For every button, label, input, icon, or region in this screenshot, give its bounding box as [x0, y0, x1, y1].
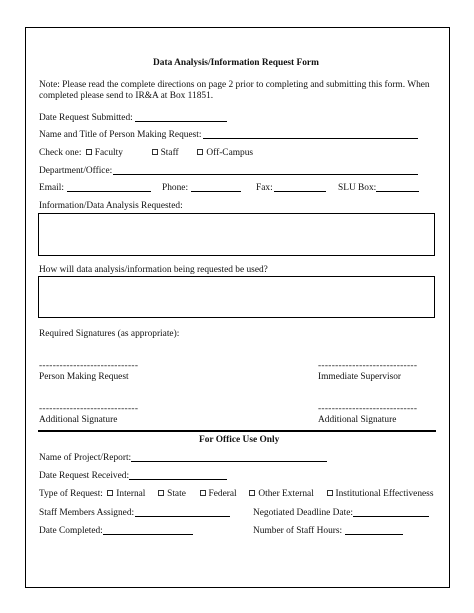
- federal-option-label: Federal: [208, 489, 237, 499]
- info-use-label: How will data analysis/information being requested be used?: [39, 265, 268, 275]
- sig-supervisor-line[interactable]: -----------------------------: [318, 361, 418, 371]
- required-signatures-label: Required Signatures (as appropriate):: [39, 329, 180, 339]
- department-field[interactable]: [113, 174, 418, 175]
- staff-checkbox[interactable]: [152, 149, 158, 155]
- faculty-option-label: Faculty: [94, 148, 123, 158]
- date-completed-label: Date Completed:: [39, 526, 103, 536]
- sig-person-line[interactable]: -----------------------------: [39, 361, 139, 371]
- sig-additional-label-2: Additional Signature: [318, 415, 397, 425]
- date-received-field[interactable]: [129, 479, 227, 480]
- date-submitted-label: Date Request Submitted:: [39, 113, 133, 123]
- staff-hours-label: Number of Staff Hours:: [253, 526, 343, 536]
- internal-checkbox[interactable]: [107, 490, 113, 496]
- fax-field[interactable]: [274, 191, 326, 192]
- sig-additional-line-2[interactable]: -----------------------------: [318, 404, 418, 414]
- type-label: Type of Request:: [39, 489, 103, 499]
- staff-assigned-label: Staff Members Assigned:: [39, 508, 135, 518]
- date-completed-field[interactable]: [103, 534, 193, 535]
- state-option-label: State: [167, 489, 186, 499]
- fax-label: Fax:: [256, 183, 273, 193]
- federal-checkbox[interactable]: [200, 490, 206, 496]
- phone-field[interactable]: [191, 191, 241, 192]
- office-heading: For Office Use Only: [199, 435, 280, 445]
- sig-additional-label-1: Additional Signature: [39, 415, 118, 425]
- off-campus-option-label: Off-Campus: [206, 148, 254, 158]
- department-label: Department/Office:: [39, 166, 113, 176]
- other-external-option-label: Other External: [258, 489, 314, 499]
- box-field[interactable]: [376, 191, 419, 192]
- info-use-textarea[interactable]: [38, 276, 435, 318]
- other-external-checkbox[interactable]: [249, 490, 255, 496]
- name-title-label: Name and Title of Person Making Request:: [39, 130, 202, 140]
- phone-label: Phone:: [162, 183, 189, 193]
- institutional-effectiveness-checkbox[interactable]: [327, 490, 333, 496]
- email-label: Email:: [39, 183, 64, 193]
- note-line-1: Note: Please read the complete directions on page 2 prior to completing and submitting this form. When: [39, 80, 430, 90]
- sig-supervisor-label: Immediate Supervisor: [318, 372, 402, 382]
- check-one-label: Check one:: [39, 148, 82, 158]
- state-checkbox[interactable]: [158, 490, 164, 496]
- project-name-field[interactable]: [131, 461, 327, 462]
- check-one-row: [39, 148, 253, 159]
- faculty-checkbox[interactable]: [86, 149, 92, 155]
- type-row: [39, 489, 433, 500]
- off-campus-checkbox[interactable]: [197, 149, 203, 155]
- staff-option-label: Staff: [160, 148, 179, 158]
- sig-person-label: Person Making Request: [39, 372, 129, 382]
- deadline-field[interactable]: [353, 516, 429, 517]
- name-title-field[interactable]: [203, 138, 418, 139]
- staff-assigned-field[interactable]: [135, 516, 230, 517]
- date-received-label: Date Request Received:: [39, 471, 130, 481]
- office-divider: [38, 430, 436, 432]
- deadline-label: Negotiated Deadline Date:: [253, 508, 353, 518]
- institutional-effectiveness-option-label: Institutional Effectiveness: [335, 489, 434, 499]
- note-line-2: completed please send to IR&A at Box 11851.: [39, 91, 214, 101]
- staff-hours-field[interactable]: [345, 534, 403, 535]
- sig-additional-line-1[interactable]: -----------------------------: [39, 404, 139, 414]
- box-label: SLU Box:: [338, 183, 377, 193]
- info-requested-textarea[interactable]: [38, 213, 435, 256]
- email-field[interactable]: [67, 191, 151, 192]
- project-name-label: Name of Project/Report:: [39, 453, 132, 463]
- date-submitted-field[interactable]: [135, 121, 227, 122]
- form-title: Data Analysis/Information Request Form: [153, 58, 319, 68]
- internal-option-label: Internal: [116, 489, 146, 499]
- info-requested-label: Information/Data Analysis Requested:: [39, 201, 183, 211]
